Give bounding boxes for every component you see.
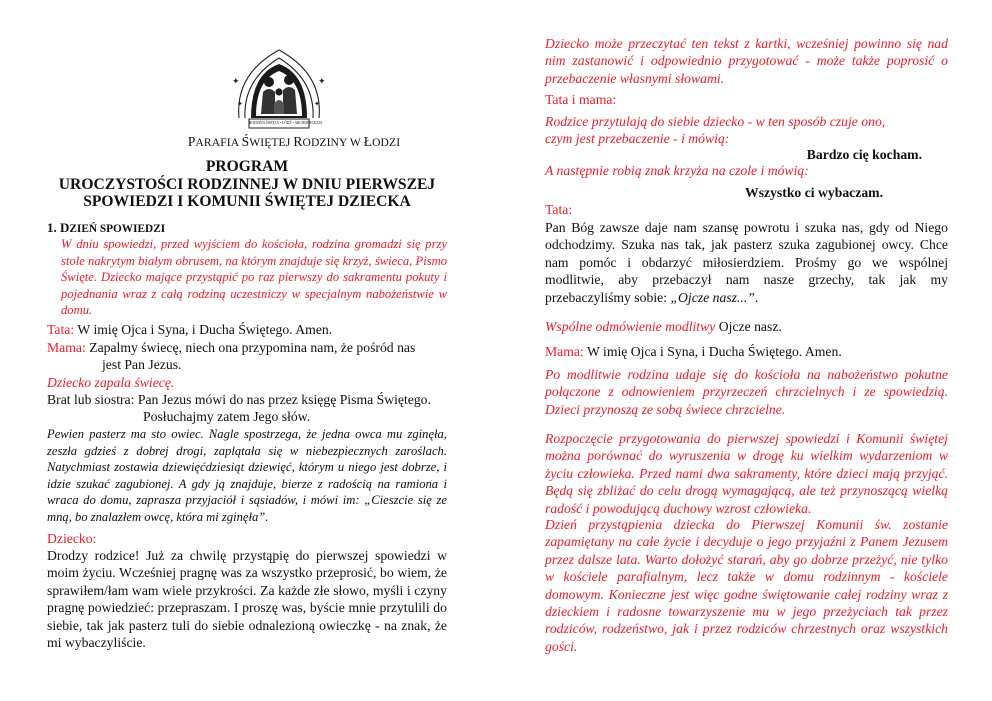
tata-text-right: Pan Bóg zawsze daje nam szansę powrotu i szuka nas, gdy od Niego odchodzimy. Szuka nas tak, jak pasterz szuka zagubionej owcy. Chce nam pomóc i obdarzyć miłosierdziem. Prośmy go we wspólnej modlitwie, aby przebaczył nam nasze grzechy, tak jak my przebaczyliśmy sobie: „Ojcze nasz...”. <box>545 220 948 305</box>
after-prayer-instruction: Po modlitwie rodzina udaje się do kościoła na nabożeństwo pokutne połączone z odnowieniem przyrzeczeń chrzcielnych i ze spowiedzią. Dzieci przynoszą ze sobą świece chrzcielne. <box>545 367 948 417</box>
title-line-3: SPOWIEDZI I KOMUNII ŚWIĘTEJ DZIECKA <box>83 193 411 210</box>
sibling-line: Brat lub siostra: Pan Jezus mówi do nas przez księgę Pisma Świętego. Posłuchajmy zatem Jego słów. <box>47 392 431 425</box>
svg-text:✦: ✦ <box>314 100 320 108</box>
love-line: Bardzo cię kocham. <box>806 147 922 162</box>
program-title <box>47 158 447 211</box>
title-line-2: UROCZYSTOŚCI RODZINNEJ W DNIU PIERWSZEJ <box>58 175 436 193</box>
dziecko-text: Drodzy rodzice! Już za chwilę przystąpię do pierwszej spowiedzi w moim życiu. Wcześniej pragnę was za wszystko przeprosić, bo wiem, że sprawiłem/łam wam wiele przykrości. Za każde złe słowo, myśli i czyny pragnę powiedzieć: przepraszam. I proszę was, byście mnie przytulili do siebie, tak jak pasterz tuli do siebie odnalezioną owieczkę - na znak, że mi wybaczyliście. <box>47 548 447 651</box>
child-lights-candle: Dziecko zapala świecę. <box>47 375 175 390</box>
mama-line-right: Mama: W imię Ojca i Syna, i Ducha Świętego. Amen. <box>545 344 842 359</box>
hug-instruction: Rodzice przytulają do siebie dziecko - w ten sposób czuje ono, czym jest przebaczenie - i mówią: <box>545 114 886 147</box>
intro-instruction: W dniu spowiedzi, przed wyjściem do kościoła, rodzina gromadzi się przy stole nakrytym białym obrusem, na którym znajduje się krzyż, świeca, Pismo Święte. Dziecko mające przystąpić po raz pierwszy do sakramentu pokuty i pojednania wraz z całą rodziną uczestniczy w specjalnym nabożeństwie w domu. <box>61 237 447 318</box>
svg-text:✦: ✦ <box>232 76 240 86</box>
cross-instruction: A następnie robią znak krzyża na czole i mówią: <box>545 163 809 178</box>
mama-line: Mama: Zapalmy świecę, niech ona przypomina nam, że pośród nas jest Pan Jezus. <box>47 340 416 373</box>
parable-text: Pewien pasterz ma sto owiec. Nagle spostrzega, że jedna owca mu zginęła, zeszła gdzieś z dobrej drogi, zaplątała się w niebezpiecznych zaroślach. Natychmiast zostawia dziewięćdziesiąt dziewięć, którym u niego jest dobrze, i idzie szukać zagubionej. A gdy ją znajduje, bierze z radością na ramiona i wraca do domu, zaprasza przyjaciół i sąsiadów, i mówi im: „Cieszcie się ze mną, bo znalazłem owcę, która mi zginęła”. <box>47 427 447 524</box>
logo-caption: RODZINA ŚWIĘTA • ŁÓDŹ • ARCHIDIECEZJA <box>249 121 323 125</box>
section-heading: 1. DZIEŃ SPOWIEDZI <box>47 220 166 235</box>
title-line-1: PROGRAM <box>205 158 289 175</box>
svg-text:✦: ✦ <box>318 76 326 86</box>
tata-line: Tata: W imię Ojca i Syna, i Ducha Świętego. Amen. <box>47 322 333 337</box>
parish-name: PARAFIA ŚWIĘTEJ RODZINY W ŁODZI <box>187 134 401 149</box>
forgive-line: Wszystko ci wybaczam. <box>745 185 883 200</box>
communion-day-paragraph: Dzień przystąpienia dziecka do Pierwszej Komunii św. zostanie zapamiętany na całe życie i decyduje o jego przyjaźni z Panem Jezusem przez dalsze lata. Warto dołożyć starań, aby go dobrze przeżyć, nie tylko w kościele parafialnym, lecz także w domu rodzinnym - kościele domowym. Konieczne jest więc godne świętowanie całej rodziny wraz z dzieckiem i radosne towarzyszenie mu w jego przeżyciach tak przez rodziców, rodzeństwo, jak i przez rodziców chrzestnych oraz wszystkich gości. <box>545 517 948 654</box>
card-instruction: Dziecko może przeczytać ten tekst z kartki, wcześniej powinno się nad nim zastanowić i odpowiednio przygotować - może także poprosić o przebaczenie własnymi słowami. <box>545 36 948 86</box>
svg-text:✦: ✦ <box>237 100 243 108</box>
tata-label-right: Tata: <box>545 202 573 217</box>
common-prayer-line: Wspólne odmówienie modlitwy Ojcze nasz. <box>545 319 782 334</box>
preparation-paragraph: Rozpoczęcie przygotowania do pierwszej spowiedzi i Komunii świętej można porównać do wyruszenia w drogę ku wielkim wydarzeniom w życiu człowieka. Przed nami dwa sakramenty, które dzieci mają przyjąć. Będą się zbliżać do celu drogą wymagającą, ale też przynoszącą wielką radość i powodującą duchowy wzrost człowieka. <box>545 431 948 516</box>
dziecko-label: Dziecko: <box>47 531 97 546</box>
tata-i-mama-label: Tata i mama: <box>545 92 617 107</box>
